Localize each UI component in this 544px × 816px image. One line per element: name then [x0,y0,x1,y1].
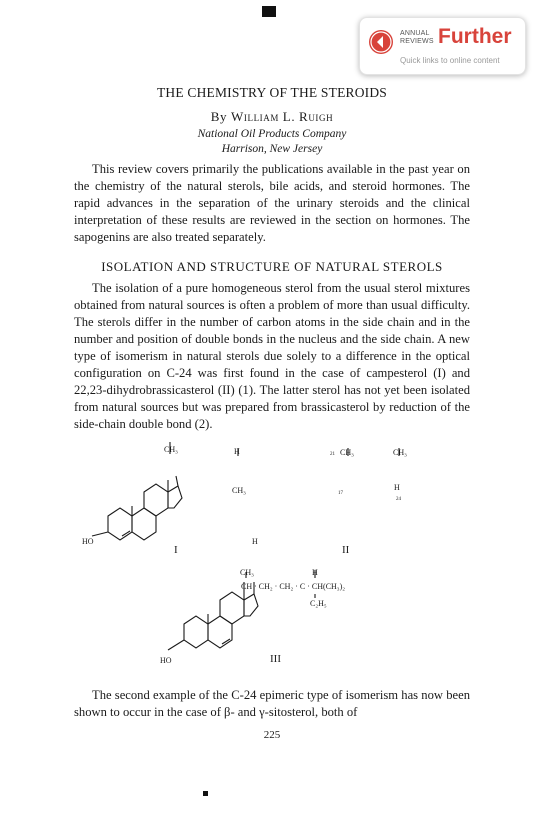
page-registration-mark [262,6,276,17]
s3-h: H [312,568,318,577]
s2-top-ch3: CH₃ [340,448,354,457]
further-arrow-icon [369,30,393,54]
s1-top-ch3: CH₃ [164,445,178,454]
s1-bot-h: H [252,537,258,546]
isolation-paragraph: The isolation of a pure homogeneous sterol from the usual sterol mixtures obtained from natural sources is often a problem of more than usual difficulty. The sterols differ in the number of carbon atoms in the side chain and in the number and position of double bonds in the nucleus and the side chain. A new type of isomerism in natural sterols due solely to a difference in the optical configuration on C-24 was first found in the case of campesterol (I) and 22,23-dihydrobrassicasterol (II) (1). The latter sterol has not yet been isolated from natural sources but was prepared from brassicasterol by reduction of the side-chain double bond (2). [74,281,470,431]
s1-mid-h: H [234,447,240,456]
s2-right-h: H [394,483,400,492]
label-compound-II: II [342,544,350,556]
s2-mid-num: 17 [338,491,343,496]
label-compound-I: I [174,544,178,556]
page-number: 225 [263,729,281,741]
s3-ethyl: C₂H₅ [310,599,327,608]
further-logo-word: Further [438,25,512,48]
sitosterol-paragraph: The second example of the C-24 epimeric type of isomerism has now been shown to occur in the case of β- and γ-sitosterol, both of [74,688,470,719]
quick-links-text[interactable]: Quick links to online content [400,56,500,65]
s3-ho: HO [160,656,172,665]
s2-right-num: 24 [396,497,401,502]
s3-top-ch3: CH₃ [240,568,254,577]
s2-right-ch3: CH₃ [393,448,407,457]
page-registration-mark-bottom [203,791,208,796]
s2-top-num: 21 [330,452,335,457]
intro-paragraph: This review covers primarily the publications available in the past year on the chemistry of the natural sterols, bile acids, and steroid hormones. The rapid advances in the separation of the urinary steroids and the clinical interpretation of these results are reviewed in the section on hormones. The sapogenins are also treated separately. [74,162,470,244]
section-heading: ISOLATION AND STRUCTURE OF NATURAL STEROLS [101,259,443,274]
s1-bot-ch3: CH₃ [232,486,246,495]
s3-side-chain: CH · CH₂ · CH₂ · C · CH(CH₃)₂ [241,582,346,591]
article-author: By William L. Ruigh [210,109,334,124]
annual-reviews-further-badge[interactable] [359,17,526,75]
sterol-structure-diagrams [74,438,470,670]
annual-reviews-logo-text: ANNUAL REVIEWS [400,30,434,45]
s1-ho: HO [82,537,94,546]
article-title: THE CHEMISTRY OF THE STEROIDS [156,85,388,100]
label-compound-III: III [270,653,281,665]
author-affiliation: National Oil Products Company Harrison, New Jersey [197,128,347,155]
